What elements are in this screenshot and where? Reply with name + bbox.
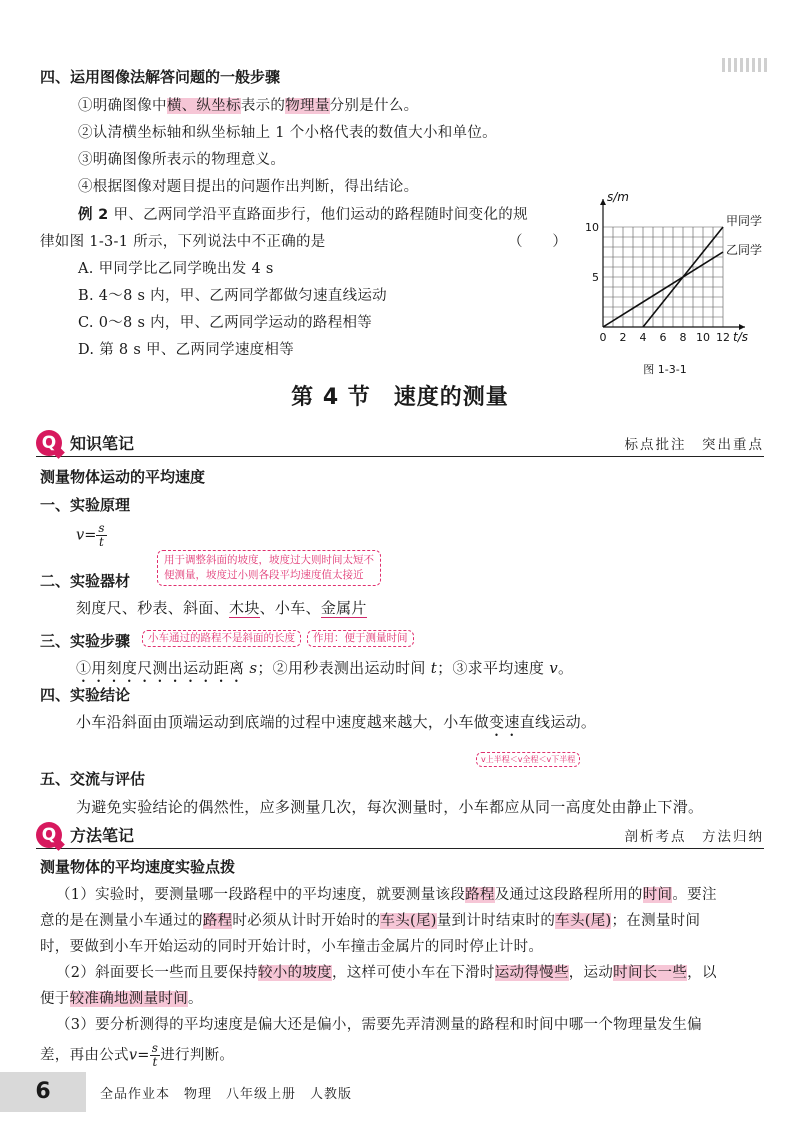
part4-step2: ②认清横坐标轴和纵坐标轴上 1 个小格代表的数值大小和单位。 bbox=[78, 125, 497, 141]
page-number: 6 bbox=[0, 1072, 86, 1112]
y-axis-arrow-icon bbox=[600, 199, 606, 205]
text: 甲、乙两同学沿平直路面步行，他们运动的路程随时间变化的规 bbox=[113, 207, 528, 223]
text: （1）实验时，要测量哪一段路程中的平均速度，就要测量该段 bbox=[56, 887, 466, 903]
y-tick-label: 5 bbox=[592, 271, 599, 284]
note-speed-order: v上半程＜v全程＜v下半程 bbox=[476, 752, 580, 767]
x-tick-label: 10 bbox=[696, 331, 710, 344]
text: 分别是什么。 bbox=[329, 98, 419, 114]
part4-title: 四、运用图像法解答问题的一般步骤 bbox=[40, 68, 281, 86]
method-p1-line1 bbox=[56, 883, 717, 904]
formula-v: v= bbox=[76, 527, 97, 544]
method-topic: 测量物体的平均速度实验点拨 bbox=[40, 858, 236, 876]
formula-v: v= bbox=[128, 1047, 150, 1064]
highlight: 路程 bbox=[202, 913, 233, 929]
fraction bbox=[150, 1042, 160, 1069]
text: 便于 bbox=[40, 991, 70, 1007]
x-tick-label: 6 bbox=[659, 331, 667, 344]
q-badge-icon: Q bbox=[36, 430, 62, 456]
equipment-list bbox=[76, 597, 367, 618]
highlight: 横、纵坐标 bbox=[166, 98, 241, 114]
text: ；在测量时间 bbox=[611, 913, 701, 929]
x-axis-label: t/s bbox=[733, 330, 748, 344]
text: 小车沿斜面由顶端运动到底端的过程中速度越来越大，小车做 bbox=[76, 713, 490, 731]
fraction bbox=[96, 522, 106, 549]
method-p2-line2 bbox=[40, 987, 203, 1008]
method-p3-line1: （3）要分析测得的平均速度是偏大还是偏小，需要先弄清测量的路程和时间中哪一个物理量发生偏 bbox=[56, 1017, 702, 1033]
text: ，以 bbox=[687, 965, 717, 981]
q-badge-icon: Q bbox=[36, 822, 62, 848]
option-c: C. 0～8 s 内，甲、乙两同学运动的路程相等 bbox=[78, 315, 373, 331]
text: ；②用秒表测出运动时间 bbox=[257, 659, 431, 677]
text: 。 bbox=[188, 991, 203, 1007]
underlined-metal-plate: 金属片 bbox=[320, 599, 367, 617]
text: 进行判断。 bbox=[160, 1047, 235, 1064]
note-line: 便测量，坡度过小则各段平均速度值太接近 bbox=[164, 569, 364, 581]
y-tick-label: 10 bbox=[585, 221, 599, 234]
method-p1-line2 bbox=[40, 909, 700, 930]
example-label: 例 2 bbox=[78, 207, 109, 223]
method-p2-line1 bbox=[56, 961, 717, 982]
evaluation-text: 为避免实验结论的偶然性，应多测量几次，每次测量时，小车都应从同一高度处由静止下滑。 bbox=[76, 798, 704, 816]
note-line: 用于调整斜面的坡度，坡度过大则时间太短不 bbox=[164, 554, 374, 566]
heading-evaluation: 五、交流与评估 bbox=[40, 770, 146, 788]
part4-step3: ③明确图像所表示的物理意义。 bbox=[78, 152, 286, 168]
answer-paren: （ ） bbox=[508, 234, 568, 250]
steps-text bbox=[76, 657, 573, 686]
text: 。要注 bbox=[672, 887, 717, 903]
x-tick-label: 0 bbox=[599, 331, 607, 344]
part4-step1 bbox=[78, 94, 418, 115]
text: ①用刻度尺测出运动距离 bbox=[76, 659, 250, 677]
example-line1 bbox=[78, 203, 528, 224]
x-tick-label: 12 bbox=[716, 331, 730, 344]
method-p1-line3: 时，要做到小车开始运动的同时开始计时，小车撞击金属片的同时停止计时。 bbox=[40, 939, 544, 955]
text: 时必须从计时开始时的 bbox=[232, 913, 381, 929]
figure-caption: 图 1-3-1 bbox=[643, 363, 687, 376]
numerator: s bbox=[98, 521, 105, 535]
heading-equipment: 二、实验器材 bbox=[40, 572, 131, 590]
text: 意的是在测量小车通过的 bbox=[40, 913, 203, 929]
denominator: t bbox=[99, 535, 104, 549]
x-tick-label: 8 bbox=[679, 331, 687, 344]
text: 。 bbox=[558, 659, 574, 677]
text: ①明确图像中 bbox=[78, 98, 167, 114]
text: 量到计时结束时的 bbox=[436, 913, 556, 929]
numerator: s bbox=[151, 1041, 159, 1055]
banner-subtitle: 剖析考点 方法归纳 bbox=[624, 829, 764, 845]
text: 差，再由公式 bbox=[40, 1047, 129, 1064]
text: （2）斜面要长一些而且要保持 bbox=[56, 965, 258, 981]
text: 直线运动。 bbox=[519, 713, 597, 731]
highlight: 时间长一些 bbox=[613, 965, 688, 981]
text: 刻度尺、秒表、斜面、 bbox=[76, 599, 230, 617]
highlight: 物理量 bbox=[285, 98, 330, 114]
part4-step4: ④根据图像对题目提出的问题作出判断，得出结论。 bbox=[78, 179, 419, 195]
symbol-v: v bbox=[549, 659, 559, 677]
principle-formula bbox=[76, 522, 107, 549]
highlight: 时间 bbox=[642, 887, 673, 903]
highlight: 运动得慢些 bbox=[494, 965, 569, 981]
emphasis-variable: 变速 bbox=[489, 713, 520, 731]
note-distance: 小车通过的路程不是斜面的长度 bbox=[142, 630, 301, 647]
footer-book-info: 全品作业本 物理 八年级上册 人教版 bbox=[100, 1087, 353, 1102]
note-metal-plate: 作用：便于测量时间 bbox=[307, 630, 414, 647]
method-p3-line2 bbox=[40, 1042, 234, 1069]
highlight: 路程 bbox=[465, 887, 495, 903]
text: ；③求平均速度 bbox=[437, 659, 550, 677]
denominator: t bbox=[152, 1055, 158, 1069]
corner-decoration bbox=[722, 58, 768, 72]
highlight: 车头(尾) bbox=[380, 913, 437, 929]
series-label: 乙同学 bbox=[726, 243, 763, 257]
note-slope bbox=[157, 550, 381, 586]
text: ，这样可使小车在下滑时 bbox=[331, 965, 495, 981]
knowledge-banner bbox=[36, 430, 764, 457]
method-banner bbox=[36, 822, 764, 849]
banner-title: 方法笔记 bbox=[70, 826, 135, 845]
option-a: A. 甲同学比乙同学晚出发 4 s bbox=[78, 261, 274, 277]
underlined-block: 木块 bbox=[229, 599, 260, 617]
distance-time-chart bbox=[585, 186, 785, 378]
option-b: B. 4～8 s 内，甲、乙两同学都做匀速直线运动 bbox=[78, 288, 387, 304]
highlight: 较准确地测量时间 bbox=[69, 991, 189, 1007]
option-d: D. 第 8 s 甲、乙两同学速度相等 bbox=[78, 342, 295, 358]
knowledge-topic: 测量物体运动的平均速度 bbox=[40, 468, 206, 486]
x-tick-label: 2 bbox=[619, 331, 627, 344]
heading-conclusion: 四、实验结论 bbox=[40, 686, 131, 704]
text: ，运动 bbox=[568, 965, 614, 981]
y-axis-label: s/m bbox=[607, 190, 629, 204]
banner-title: 知识笔记 bbox=[70, 434, 135, 453]
text: 表示的 bbox=[240, 98, 286, 114]
heading-principle: 一、实验原理 bbox=[40, 496, 131, 514]
banner-subtitle: 标点批注 突出重点 bbox=[624, 437, 764, 453]
example-line2: 律如图 1-3-1 所示，下列说法中不正确的是 bbox=[40, 234, 326, 250]
highlight: 车头(尾) bbox=[555, 913, 612, 929]
section-title: 第 4 节 速度的测量 bbox=[291, 385, 509, 410]
symbol-s: s bbox=[249, 659, 258, 677]
series-label: 甲同学 bbox=[726, 214, 763, 228]
highlight: 较小的坡度 bbox=[257, 965, 332, 981]
conclusion-text bbox=[76, 711, 596, 740]
text: 及通过这段路程所用的 bbox=[494, 887, 643, 903]
x-tick-label: 4 bbox=[639, 331, 647, 344]
heading-steps: 三、实验步骤 bbox=[40, 632, 131, 650]
symbol-t: t bbox=[430, 659, 438, 677]
text: 、小车、 bbox=[259, 599, 321, 617]
